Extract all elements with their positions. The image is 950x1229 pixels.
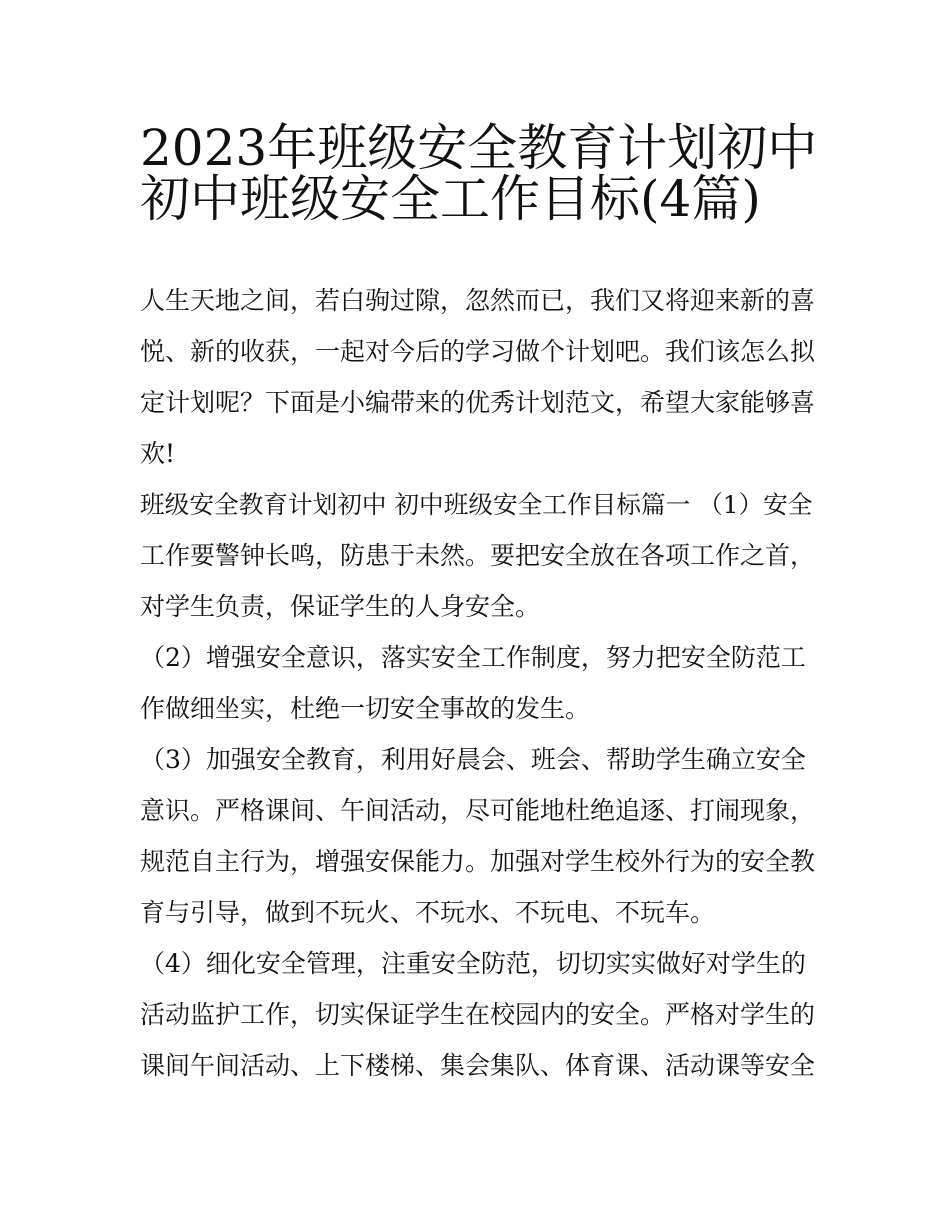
body-line: （2）增强安全意识，落实安全工作制度，努力把安全防范工 bbox=[140, 643, 806, 672]
body-line: 悦、新的收获，一起对今后的学习做个计划吧。我们该怎么拟 bbox=[140, 337, 816, 366]
body-line: 作做细坐实，杜绝一切安全事故的发生。 bbox=[140, 694, 591, 723]
body-line: 班级安全教育计划初中 初中班级安全工作目标篇一 （1）安全 bbox=[140, 490, 813, 519]
body-line: （3）加强安全教育，利用好晨会、班会、帮助学生确立安全 bbox=[140, 745, 806, 774]
title-line-2: 初中班级安全工作目标(4篇) bbox=[140, 170, 761, 228]
body-line: 工作要警钟长鸣，防患于未然。要把安全放在各项工作之首， bbox=[140, 541, 816, 570]
body-line: 欢! bbox=[140, 439, 176, 468]
body-line: 活动监护工作，切实保证学生在校园内的安全。严格对学生的 bbox=[140, 1000, 816, 1029]
body-line: 定计划呢？下面是小编带来的优秀计划范文，希望大家能够喜 bbox=[140, 388, 816, 417]
body-line: 育与引导，做到不玩火、不玩水、不玩电、不玩车。 bbox=[140, 898, 716, 927]
body-line: 人生天地之间，若白驹过隙，忽然而已，我们又将迎来新的喜 bbox=[140, 286, 816, 315]
body-line: 对学生负责，保证学生的人身安全。 bbox=[140, 592, 541, 621]
body-line: 规范自主行为，增强安保能力。加强对学生校外行为的安全教 bbox=[140, 847, 816, 876]
document-title bbox=[140, 112, 820, 228]
title-line-1: 2023年班级安全教育计划初中 bbox=[140, 119, 818, 177]
document-body bbox=[140, 275, 820, 1091]
body-line: 意识。严格课间、午间活动，尽可能地杜绝追逐、打闹现象， bbox=[140, 796, 816, 825]
body-line: 课间午间活动、上下楼梯、集会集队、体育课、活动课等安全 bbox=[140, 1051, 816, 1080]
body-line: （4）细化安全管理，注重安全防范，切切实实做好对学生的 bbox=[140, 949, 806, 978]
